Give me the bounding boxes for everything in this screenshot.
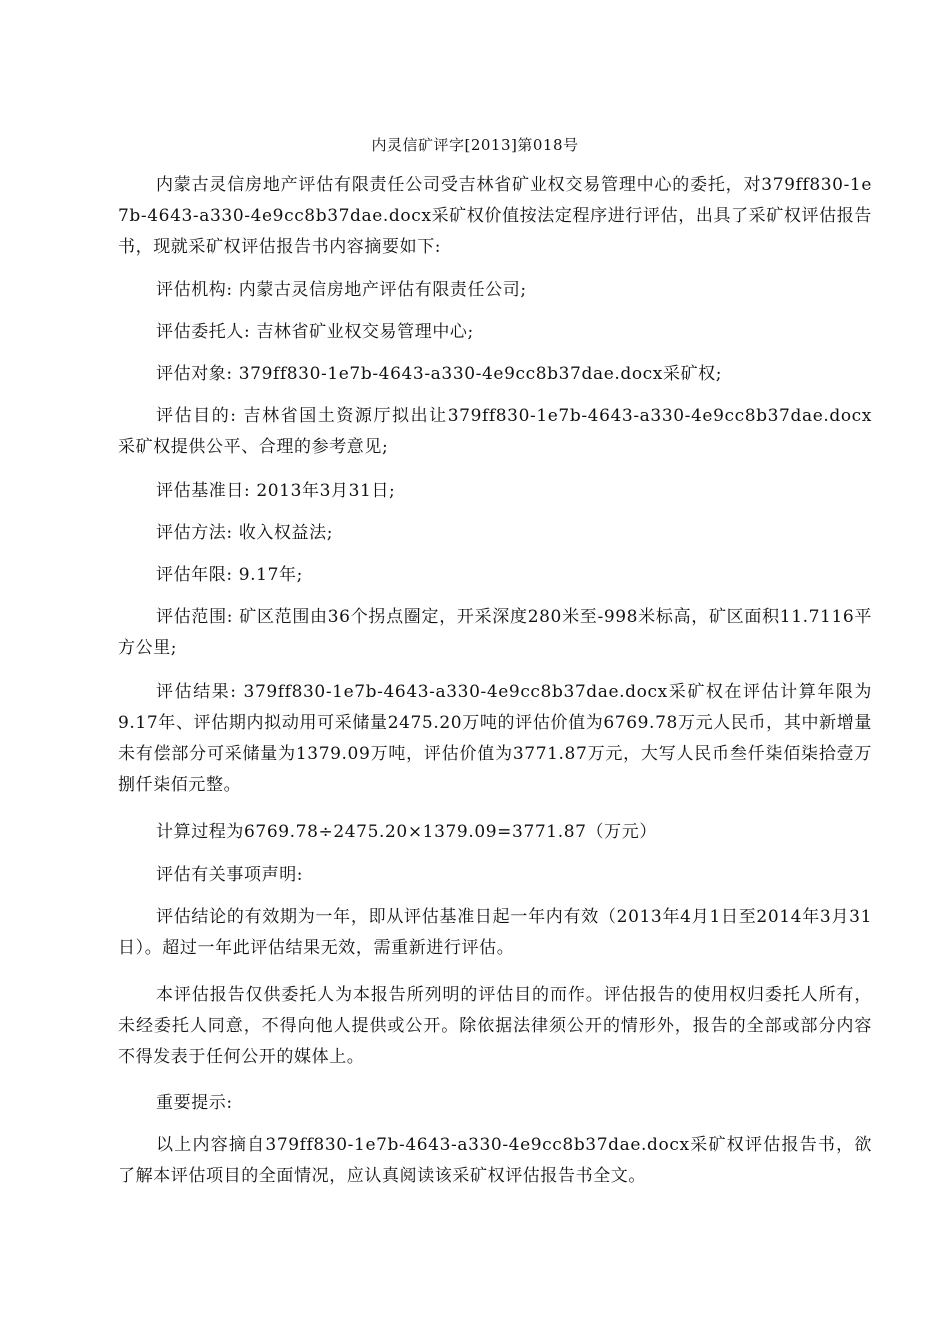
usage-statement: 本评估报告仅供委托人为本报告所列明的评估目的而作。评估报告的使用权归委托人所有，未经委托人同意，不得向他人提供或公开。除依据法律须公开的情形外，报告的全部或部分内容不得发表于任何公开的媒体上。 xyxy=(118,985,872,1067)
document-number: 内灵信矿评字[2013]第018号 xyxy=(371,136,579,154)
evaluation-scope: 评估范围: 矿区范围由36个拐点圈定，开采深度280米至-998米标高，矿区面积11.7116平方公里; xyxy=(118,607,872,658)
declaration-heading: 评估有关事项声明: xyxy=(156,865,304,885)
evaluation-object: 评估对象: 379ff830-1e7b-4643-a330-4e9cc8b37dae.docx采矿权; xyxy=(156,364,723,384)
evaluation-client: 评估委托人: 吉林省矿业权交易管理中心; xyxy=(156,322,474,342)
evaluation-method: 评估方法: 收入权益法; xyxy=(156,523,334,543)
evaluation-term: 评估年限: 9.17年; xyxy=(156,565,303,585)
important-notice-heading: 重要提示: xyxy=(156,1093,233,1113)
calculation-process: 计算过程为6769.78÷2475.20×1379.09=3771.87（万元） xyxy=(156,822,657,842)
validity-statement: 评估结论的有效期为一年，即从评估基准日起一年内有效（2013年4月1日至2014年3月31日）。超过一年此评估结果无效，需重新进行评估。 xyxy=(118,907,872,958)
evaluation-result: 评估结果: 379ff830-1e7b-4643-a330-4e9cc8b37dae.docx采矿权在评估计算年限为9.17年、评估期内拟动用可采储量2475.20万吨的评估价值为6769.78万元人民币，其中新增量未有偿部分可采储量为1379.09万吨，评估价值为3771.87万元，大写人民币叁仟柒佰柒拾壹万捌仟柒佰元整。 xyxy=(118,682,872,795)
intro-paragraph: 内蒙古灵信房地产评估有限责任公司受吉林省矿业权交易管理中心的委托，对379ff830-1e7b-4643-a330-4e9cc8b37dae.docx采矿权价值按法定程序进行评估，出具了采矿权评估报告书，现就采矿权评估报告书内容摘要如下: xyxy=(118,175,872,257)
evaluation-purpose: 评估目的: 吉林省国土资源厅拟出让379ff830-1e7b-4643-a330-4e9cc8b37dae.docx采矿权提供公平、合理的参考意见; xyxy=(118,406,872,457)
evaluation-agency: 评估机构: 内蒙古灵信房地产评估有限责任公司; xyxy=(156,280,527,300)
evaluation-base-date: 评估基准日: 2013年3月31日; xyxy=(156,481,396,501)
important-notice-text: 以上内容摘自379ff830-1e7b-4643-a330-4e9cc8b37dae.docx采矿权评估报告书，欲了解本评估项目的全面情况，应认真阅读该采矿权评估报告书全文。 xyxy=(118,1135,872,1186)
